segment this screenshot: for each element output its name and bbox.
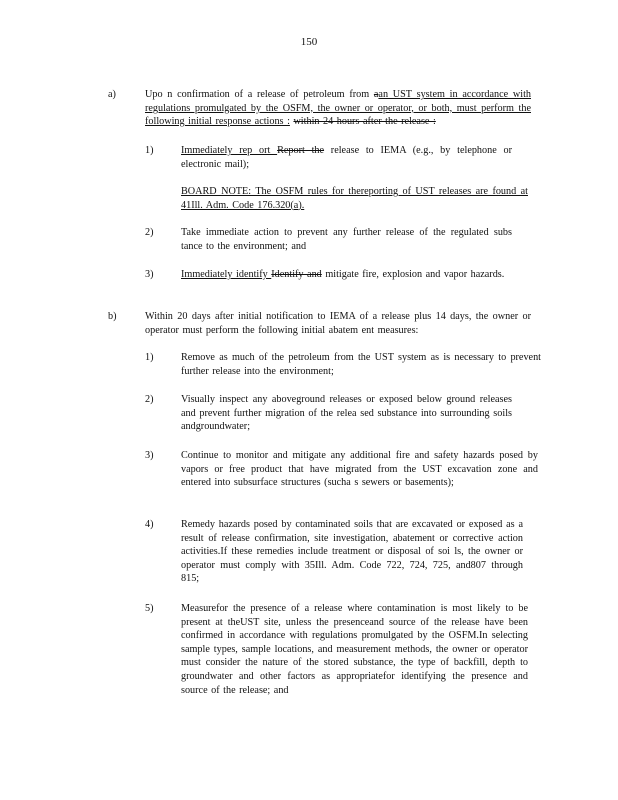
section-a-label: a) [108, 89, 116, 100]
section-a-intro-deleted-1: a [373, 89, 379, 100]
item-b2-label: 2) [145, 394, 154, 405]
item-a1-text [181, 144, 512, 171]
section-a-intro-text-1: Upo n confirmation of a release of petroleum from [145, 89, 374, 100]
item-a2-label: 2) [145, 227, 154, 238]
section-b-label: b) [108, 311, 117, 322]
item-a3-text [181, 268, 512, 282]
item-b3-label: 3) [145, 450, 154, 461]
item-b1-label: 1) [145, 352, 154, 363]
item-a1-inserted: Immediately rep ort [181, 145, 278, 156]
section-a-intro-deleted-2: within 24 hours after the release : [293, 116, 436, 128]
item-b5-text: Measurefor the presence of a release where contamination is most likely to be present at theUST site, unless the presenceand source of the release have been confirmed in accordance with regulations promulgated by the OSFM.In selecting sample types, sample locations, and measurement methods, the owner or operator must consider the nature of the stored substance, the type of backfill, depth to groundwater and other factors as appropriatefor identifying the presence and source of the release; and [181, 603, 528, 696]
item-b2-text: Visually inspect any aboveground releases or exposed below ground releases and prevent further migration of the relea sed substance into surrounding soils andgroundwater; [181, 394, 512, 433]
item-a1-deleted: Report the [277, 145, 325, 156]
section-a-intro-inserted-1: an UST system in accordance with regulations promulgated by the OSFM, the owner or operator, or both, must perform the following initial response actions : [145, 89, 531, 128]
board-note: BOARD NOTE: The OSFM rules for thereporting of UST releases are found at 41Ill. Adm. Code 176.320(a). [181, 186, 528, 211]
page-number: 150 [300, 36, 318, 48]
item-a1-rest: release to IEMA (e.g., by telephone or electronic mail); [181, 145, 512, 170]
section-b-intro: Within 20 days after initial notification to IEMA of a release plus 14 days, the owner or operator must perform the following initial abatem ent measures: [145, 311, 531, 336]
item-a2-text: Take immediate action to prevent any further release of the regulated subs tance to the environment; and [181, 227, 512, 252]
item-b5-label: 5) [145, 603, 154, 614]
item-b3-text: Continue to monitor and mitigate any additional fire and safety hazards posed by vapors or free product that have migrated from the UST excavation zone and entered into subsurface structures (sucha s sewers or basements); [181, 450, 538, 489]
item-b1-text: Remove as much of the petroleum from the UST system as is necessary to prevent further release into the environment; [181, 352, 541, 377]
item-a1-label: 1) [145, 145, 154, 156]
item-a3-inserted: Immediately identify [181, 269, 272, 280]
section-a-intro [145, 88, 531, 129]
item-b4-label: 4) [145, 519, 154, 530]
item-a3-label: 3) [145, 269, 154, 280]
item-a3-deleted: Identify and [271, 269, 322, 280]
item-b4-text: Remedy hazards posed by contaminated soils that are excavated or exposed as a result of release confirmation, site investigation, abatement or corrective action activities.If these remedies include treatment or disposal of soi ls, the owner or operator must comply with 35Ill. Adm. Code 722, 724, 725, and807 through 815; [181, 519, 523, 585]
item-a3-rest: mitigate fire, explosion and vapor hazards. [321, 269, 505, 280]
